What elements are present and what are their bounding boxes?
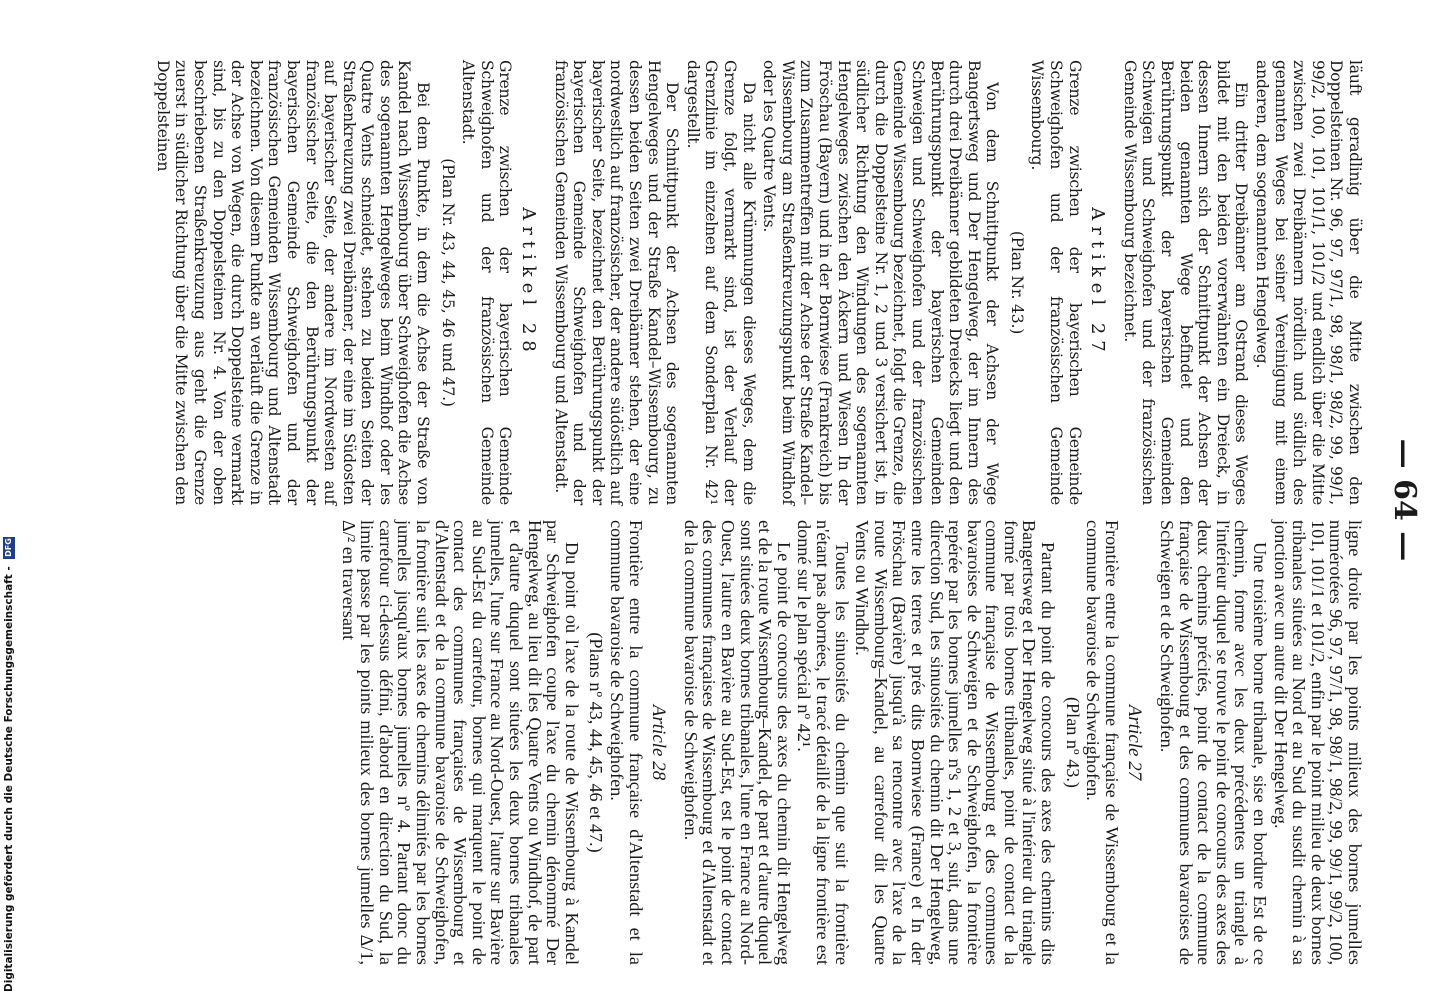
de-article-27-paragraph-1: Von dem Schnittpunkt der Achsen der Wege Bangertsweg und Der Hengelweg, der im Innern des durch drei Dreibänner gebildeten Dreiecks liegt und den Berührungspunkt der bayerischen Gemeinden Schweigen und Schweighofen und der französischen Gemeinde Wissembourg bezeichnet, folgt die Grenze, die durch die Doppelsteine Nr. 1, 2 und 3 versichert ist, in südlicher Richtung den Windungen des sogenannten Hengelweges zwischen den Äckern und Wiesen In der Fröschau (Bayern) und in der Bornwiese (Frankreich) bis zum Zusammentreffen mit der Achse der Straße Kandel–Wissembourg am Straßenkreuzungspunkt beim Windhof oder les Quatre Vents. [760, 60, 1002, 505]
dfg-logo-icon: DFG [4, 538, 13, 557]
fr-article-28-heading: Article 28 [648, 704, 670, 781]
fr-article-27-paragraph-3: Le point de concours des axes du chemin dit Hengelweg et de la route Wissembourg–Kandel, de part et d'autre duquel sont situées deux bornes tribanales, l'une en France au Nord-Ouest, l'autre en Bavière au Sud-Est, est le point de contact des communes françaises de Wissembourg et d'Altenstadt et de la commune bavaroise de Schweighofen. [680, 520, 794, 965]
de-article-28-title: Grenze zwischen der bayerischen Gemeinde Schweighofen und der französischen Gemeinde Altenstadt. [459, 60, 515, 505]
de-article-27-paragraph-2: Da nicht alle Krümmungen dieses Weges, dem die Grenze folgt, vermarkt sind, ist der Verlauf der Grenzlinie im einzelnen auf dem Sonderplan Nr. 42¹ dargestellt. [683, 60, 758, 505]
de-article-28-plan: (Plan Nr. 43, 44, 45, 46 und 47.) [438, 158, 457, 407]
fr-intro-paragraph-2: Une troisième borne tribanale, sise en bordure Est de ce chemin, forme avec les deux précédentes un triangle à l'intérieur duquel se trouve le point de concours des axes des deux chemins précités, point de contact de la commune française de Wissembourg et des communes bavaroises de Schweigen et de Schweighofen. [1157, 520, 1271, 965]
fr-article-27-heading: Article 27 [1124, 704, 1146, 781]
de-article-27-title: Grenze zwischen der bayerischen Gemeinde Schweighofen und der französischen Gemeinde Wissembourg. [1028, 60, 1084, 505]
fr-article-27-plan: (Plan nº 43.) [1062, 696, 1083, 788]
german-column [151, 60, 1364, 505]
de-article-27-paragraph-3: Der Schnittpunkt der Achsen des sogenannten Hengelweges und der Straße Kandel–Wissembourg, zu dessen beiden Seiten zwei Dreibänner stehen, der eine nordwestlich auf französischer, der andere südöstlich auf bayerischer Seite, bezeichnet den Berührungspunkt der bayerischen Gemeinde Schweighofen und der französischen Gemeinden Wissembourg und Altenstadt. [551, 60, 682, 505]
de-article-28-paragraph-1: Bei dem Punkte, in dem die Achse der Straße von Kandel nach Wissembourg über Schweighofen die Achse des sogenannten Hengelweges beim Windhof oder les Quatre Vents schneidet, stehen zu beiden Seiten der Straßenkreuzung zwei Dreibänner, der eine im Südosten auf bayerischer Seite, der andere im Nordwesten auf französischer Seite, die den Berührungspunkt der bayerischen Gemeinde Schweighofen und der französischen Gemeinden Wissembourg und Altenstadt bezeichnen. Von diesem Punkte an verläuft die Grenze in der Achse von Wegen, die durch Doppelsteine vermarkt sind, bis zu den Doppelsteinen Nr. 4. Von der oben beschriebenen Straßenkreuzung aus geht die Grenze zuerst in südlicher Richtung über die Mitte zwischen den Doppelsteinen [153, 60, 433, 505]
de-article-27-plan: (Plan Nr. 43.) [1007, 230, 1026, 335]
de-intro-paragraph-2: Ein dritter Dreibänner am Ostrand dieses Weges bildet mit den beiden vorerwähnten ein Dreieck, in dessen Innern sich der Schnittpunkt der Achsen der beiden genannten Wege befindet und den Berührungspunkt der bayerischen Gemeinden Schweigen und Schweighofen und der französischen Gemeinde Wissembourg bezeichnet. [1120, 60, 1251, 505]
french-column [337, 520, 1364, 965]
de-intro-paragraph: läuft geradlinig über die Mitte zwischen den Doppelsteinen Nr. 96, 97, 97/1, 98, 98/1, 98/2, 99, 99/1, 99/2, 100, 101, 101/1, 101/2 und endlich über die Mitte zwischen zwei Dreibännern nördlich und südlich des genannten Weges bei seiner Vereinigung mit einem anderen, dem sogenannten Hengelweg. [1253, 60, 1364, 505]
de-article-27-heading: Artikel 27 [1087, 207, 1109, 358]
credit-text: Digitalisierung gefördert durch die Deutsche Forschungsgemeinschaft - [3, 566, 15, 992]
fr-article-28-paragraph-1: Du point où l'axe de la route de Wissembourg à Kandel par Schweighofen coupe l'axe du chemin dénommé Der Hengelweg, au lieu dit les Quatre Vents ou Windhof, de part et d'autre duquel sont situées les deux bornes tribanales jumelles, l'une sur France au Nord-Ouest, l'autre sur Bavière au Sud-Est du carrefour, bornes qui marquent le point de contact des communes françaises de Wissembourg et d'Altenstadt et de la commune bavaroise de Schweighofen, la frontière suit les axes de chemins délimités par les bornes jumelles jusqu'aux bornes jumelles nº 4. Partant donc du carrefour ci-dessus défini, d'abord en direction du Sud, la limite passe par les points milieux des bornes jumelles Δ/1, Δ/² en traversant [338, 520, 582, 965]
digitization-credit [2, 538, 16, 992]
fr-article-27-title: Frontière entre la commune française de Wissembourg et la commune bavaroise de Schweighofen. [1083, 520, 1122, 965]
fr-article-27-paragraph-2: Toutes les sinuosités du chemin que suit la frontière n'étant pas abornées, le tracé détaillé de la ligne frontière est donné sur le plan spécial nº 42¹. [794, 520, 852, 965]
fr-article-28-title: Frontière entre la commune française d'Altenstadt et la commune bavaroise de Schweighofen. [607, 520, 646, 965]
de-article-28-heading: Artikel 28 [518, 207, 540, 358]
fr-article-28-plan: (Plans nº 43, 44, 45, 46 et 47.) [586, 632, 607, 853]
fr-intro-paragraph: ligne droite par les points milieux des bornes jumelles numérotées 96, 97, 97/1, 98, 98/1, 98/2, 99, 99/1, 99/2, 100, 101, 101/1 et 101/2, enfin par le point milieu de deux bornes tribanales situées au Nord et au Sud du susdit chemin à sa jonction avec un autre dit Der Hengelweg. [1270, 520, 1365, 965]
fr-article-27-paragraph-1: Partant du point de concours des axes des chemins dits Bangertsweg et Der Hengelweg situé à l'intérieur du triangle formé par trois bornes tribanales, point de contact de la commune française de Wissembourg et des communes bavaroises de Schweigen et de Schweighofen, la frontière repérée par les bornes jumelles nºs 1, 2 et 3, suit, dans une direction Sud, les sinuosités du chemin dit Der Hengelweg, entre les terres et prés dits Bornwiese (France) et In der Fröschau (Bavière) jusqu'à sa rencontre avec l'axe de la route Wissembourg–Kandel, au carrefour dit les Quatre Vents ou Windhof. [852, 520, 1059, 965]
page-number: — 64 — [1387, 438, 1422, 562]
